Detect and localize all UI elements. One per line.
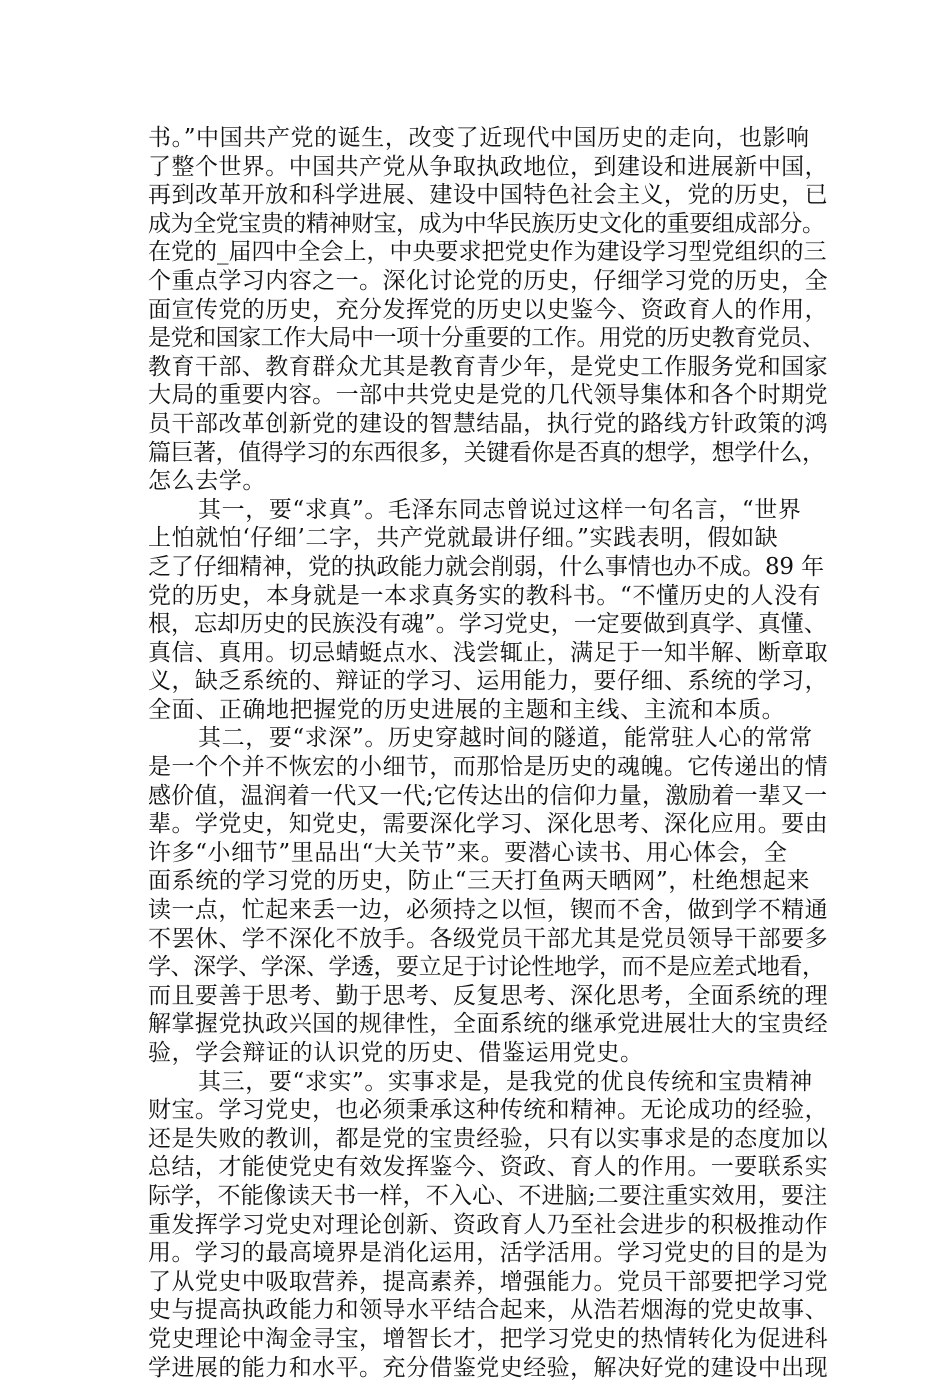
text-line: 了从党史中吸取营养，提高素养，增强能力。党员干部要把学习党 bbox=[148, 1268, 828, 1295]
text-line: 学、深学、学深、学透，要立足于讨论性地学，而不是应差式地看， bbox=[148, 954, 825, 981]
text-line: 在党的_届四中全会上，中央要求把党史作为建设学习型党组织的三 bbox=[148, 239, 827, 266]
text-line: 员干部改革创新党的建设的智慧结晶，执行党的路线方针政策的鸿 bbox=[148, 410, 828, 437]
text-line: 际学，不能像读天书一样，不入心、不进脑;二要注重实效用，要注 bbox=[148, 1182, 828, 1209]
text-line: 学进展的能力和水平。充分借鉴党史经验，解决好党的建设中出现 bbox=[148, 1354, 828, 1381]
text-line: 重发挥学习党史对理论创新、资政育人乃至社会进步的积极推动作 bbox=[148, 1211, 828, 1238]
text-line: 教育干部、教育群众尤其是教育青少年，是党史工作服务党和国家 bbox=[148, 353, 828, 380]
text-line: 不罢休、学不深化不放手。各级党员干部尤其是党员领导干部要多 bbox=[148, 925, 828, 952]
text-line: 财宝。学习党史，也必须秉承这种传统和精神。无论成功的经验， bbox=[148, 1097, 828, 1124]
text-line: 辈。学党史，知党史，需要深化学习、深化思考、深化应用。要由 bbox=[148, 811, 828, 838]
text-line: 成为全党宝贵的精神财宝，成为中华民族历史文化的重要组成部分。 bbox=[148, 210, 825, 237]
text-line: 而且要善于思考、勤于思考、反复思考、深化思考，全面系统的理 bbox=[148, 982, 828, 1009]
text-line: 全面、正确地把握党的历史进展的主题和主线、主流和本质。 bbox=[148, 696, 786, 723]
text-line: 大局的重要内容。一部中共党史是党的几代领导集体和各个时期党 bbox=[148, 382, 828, 409]
text-line: 读一点，忙起来丢一边，必须持之以恒，锲而不舍，做到学不精通 bbox=[148, 897, 828, 924]
text-line: 感价值，温润着一代又一代;它传达出的信仰力量，激励着一辈又一 bbox=[148, 782, 828, 809]
text-line: 党的历史，本身就是一本求真务实的教科书。“不懂历史的人没有 bbox=[148, 582, 822, 609]
text-line: 了整个世界。中国共产党从争取执政地位，到建设和进展新中国， bbox=[148, 153, 828, 180]
text-line: 许多“小细节”里品出“大关节”来。要潜心读书、用心体会，全 bbox=[148, 839, 788, 866]
paragraph-first-line: 其二，要“求深”。历史穿越时间的隧道，能常驻人心的常常 bbox=[198, 725, 813, 752]
paragraph-first-line: 其一，要“求真”。毛泽东同志曾说过这样一句名言，“世界 bbox=[198, 496, 802, 523]
text-line: 个重点学习内容之一。深化讨论党的历史，仔细学习党的历史，全 bbox=[148, 267, 828, 294]
text-line: 上怕就怕‘仔细’二字，共产党就最讲仔细。”实践表明，假如缺 bbox=[148, 525, 779, 552]
text-line: 解掌握党执政兴国的规律性，全面系统的继承党进展壮大的宝贵经 bbox=[148, 1011, 828, 1038]
text-line: 义，缺乏系统的、辩证的学习、运用能力，要仔细、系统的学习， bbox=[148, 668, 828, 695]
text-line: 根，忘却历史的民族没有魂”。学习党史，一定要做到真学、真懂、 bbox=[148, 611, 827, 638]
text-line: 验，学会辩证的认识党的历史、借鉴运用党史。 bbox=[148, 1040, 644, 1066]
text-line: 书。”中国共产党的诞生，改变了近现代中国历史的走向，也影响 bbox=[148, 125, 810, 151]
text-line: 史与提高执政能力和领导水平结合起来，从浩若烟海的党史故事、 bbox=[148, 1297, 828, 1324]
text-line: 用。学习的最高境界是消化运用，活学活用。学习党史的目的是为 bbox=[148, 1240, 828, 1267]
text-line: 总结，才能使党史有效发挥鉴今、资政、育人的作用。一要联系实 bbox=[148, 1154, 828, 1181]
text-line: 还是失败的教训，都是党的宝贵经验，只有以实事求是的态度加以 bbox=[148, 1125, 828, 1152]
text-line: 再到改革开放和科学进展、建设中国特色社会主义，党的历史，已 bbox=[148, 182, 828, 209]
text-line: 真信、真用。切忌蜻蜓点水、浅尝辄止，满足于一知半解、断章取 bbox=[148, 639, 828, 666]
paragraph-first-line: 其三，要“求实”。实事求是，是我党的优良传统和宝贵精神 bbox=[198, 1068, 813, 1095]
text-line: 怎么去学。 bbox=[148, 468, 266, 495]
text-line: 乏了仔细精神，党的执政能力就会削弱，什么事情也办不成。89 年 bbox=[148, 553, 824, 580]
text-line: 篇巨著，值得学习的东西很多，关键看你是否真的想学，想学什么， bbox=[148, 439, 825, 466]
document-body-text bbox=[148, 124, 828, 1382]
text-line: 党史理论中淘金寻宝，增智长才，把学习党史的热情转化为促进科 bbox=[148, 1325, 828, 1352]
text-line: 面系统的学习党的历史，防止“三天打鱼两天晒网”，杜绝想起来 bbox=[148, 868, 810, 895]
text-line: 是党和国家工作大局中一项十分重要的工作。用党的历史教育党员、 bbox=[148, 325, 825, 352]
text-line: 面宣传党的历史，充分发挥党的历史以史鉴今、资政育人的作用， bbox=[148, 296, 828, 323]
text-line: 是一个个并不恢宏的小细节，而那恰是历史的魂魄。它传递出的情 bbox=[148, 754, 828, 781]
